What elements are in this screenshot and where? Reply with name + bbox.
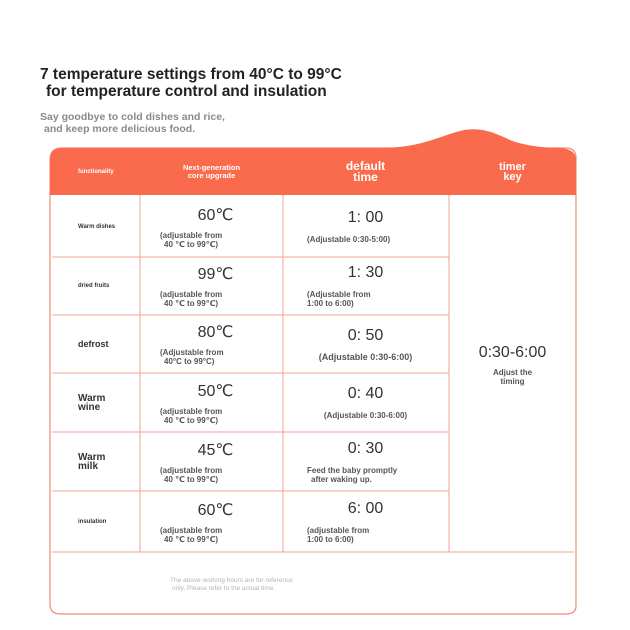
timer-note-line-2: timing (500, 377, 525, 386)
time-cell (283, 491, 448, 552)
time-note-line-2: after waking up. (311, 474, 372, 484)
temperature-note (140, 348, 283, 366)
time-note-line-1: (adjustable from (307, 525, 370, 535)
temperature-value: 60℃ (197, 206, 234, 224)
temperature-note-line-2: 40 ℃ to 99℃) (164, 415, 219, 425)
time-note-line-1: (Adjustable 0:30-6:00) (323, 411, 408, 420)
time-value: 1: 30 (347, 264, 384, 281)
time-note-line-2: 1:00 to 6:00) (307, 534, 354, 544)
time-cell (283, 196, 448, 257)
time-cell (283, 432, 448, 491)
timer-note (449, 368, 576, 386)
temp-cell (140, 373, 283, 432)
temperature-note (140, 231, 283, 249)
timer-note-line-1: Adjust the (492, 368, 533, 377)
row-label-line-2: wine (78, 401, 101, 413)
time-value: 0: 40 (347, 385, 384, 402)
row-label-text: Warm dishes (78, 223, 116, 230)
temperature-note (140, 407, 283, 425)
time-note (283, 411, 448, 420)
temperature-note-line-1: (adjustable from (160, 230, 223, 240)
temperature-note (140, 466, 283, 484)
row-label-warm-dishes (52, 196, 140, 257)
temp-cell (140, 315, 283, 373)
row-label-warm-milk (52, 432, 140, 491)
temperature-note-line-1: (adjustable from (160, 465, 223, 475)
header-core-line-1: Next-generation (182, 163, 241, 172)
temperature-note-line-2: 40 ℃ to 99℃) (164, 474, 219, 484)
temperature-note-line-1: (adjustable from (160, 525, 223, 535)
time-note (283, 466, 448, 484)
row-label-defrost (52, 315, 140, 373)
time-note-line-1: Feed the baby promptly (307, 465, 398, 475)
temp-cell (140, 491, 283, 552)
time-note (283, 290, 448, 308)
subline-line-2: and keep more delicious food. (44, 123, 196, 135)
time-value: 0: 50 (347, 326, 384, 344)
row-label-text: defrost (78, 339, 109, 349)
time-value: 6: 00 (347, 499, 384, 517)
temperature-note-line-2: 40 ℃ to 99℃) (164, 299, 219, 308)
header-functionality-label: functionality (78, 169, 114, 175)
header-timer-line-2: key (503, 171, 522, 183)
header-timer-key (449, 150, 576, 194)
temperature-note-line-2: 40 ℃ to 99℃) (164, 534, 219, 544)
temperature-note (140, 526, 283, 544)
footnote (170, 577, 370, 593)
header-default-time (283, 150, 448, 194)
header-default-line-1: default (345, 159, 386, 173)
time-note-line-1: (Adjustable from (307, 290, 371, 299)
header-default-line-2: time (353, 170, 378, 184)
headline-line-2: for temperature control and insulation (46, 83, 327, 100)
temp-cell (140, 432, 283, 491)
time-value: 1: 00 (347, 209, 384, 226)
time-note-line-1: (Adjustable 0:30-6:00) (318, 351, 413, 362)
temperature-note-line-1: (adjustable from (160, 406, 223, 416)
time-note (283, 235, 448, 244)
time-note-line-2: 1:00 to 6:00) (307, 299, 354, 308)
row-label-dried-fruits (52, 257, 140, 315)
time-value: 0: 30 (347, 439, 384, 457)
footnote-line-2: only. Please refer to the actual time. (172, 585, 276, 592)
subline-line-1: Say goodbye to cold dishes and rice, (40, 111, 225, 123)
time-cell (283, 373, 448, 432)
row-label-line-1: Warm (78, 392, 106, 404)
headline-line-1: 7 temperature settings from 40°C to 99°C (40, 66, 342, 83)
row-label-line-1: Warm (78, 451, 106, 463)
row-label-line-2: milk (78, 460, 99, 472)
header-core-upgrade (140, 150, 283, 194)
temperature-value: 45℃ (197, 441, 234, 459)
temperature-note-line-2: 40°C to 99°C) (164, 357, 215, 366)
row-label-insulation (52, 491, 140, 552)
time-note-line-1: (Adjustable 0:30-5:00) (307, 235, 391, 244)
row-label-text: dried fruits (78, 283, 110, 289)
time-note (283, 353, 448, 362)
temperature-note-line-1: (adjustable from (160, 290, 223, 299)
temperature-value: 99℃ (197, 266, 234, 283)
temperature-note-line-2: 40 ℃ to 99℃) (164, 239, 219, 249)
time-note (283, 526, 448, 544)
footnote-line-1: The above working hours are for reference (170, 577, 293, 584)
temperature-note-line-1: (Adjustable from (160, 348, 224, 357)
header-timer-line-1: timer (499, 161, 526, 173)
timer-range-value: 0:30-6:00 (478, 344, 547, 361)
header-functionality (52, 150, 140, 194)
temperature-value: 60℃ (197, 501, 234, 519)
temperature-value: 80℃ (197, 324, 234, 341)
temp-cell (140, 196, 283, 257)
time-cell (283, 257, 448, 315)
temperature-note (140, 290, 283, 308)
row-label-text: insulation (78, 518, 107, 525)
temp-cell (140, 257, 283, 315)
header-core-line-2: core upgrade (187, 171, 236, 180)
time-cell (283, 315, 448, 373)
row-label-warm-wine (52, 373, 140, 432)
temperature-value: 50℃ (197, 382, 234, 400)
